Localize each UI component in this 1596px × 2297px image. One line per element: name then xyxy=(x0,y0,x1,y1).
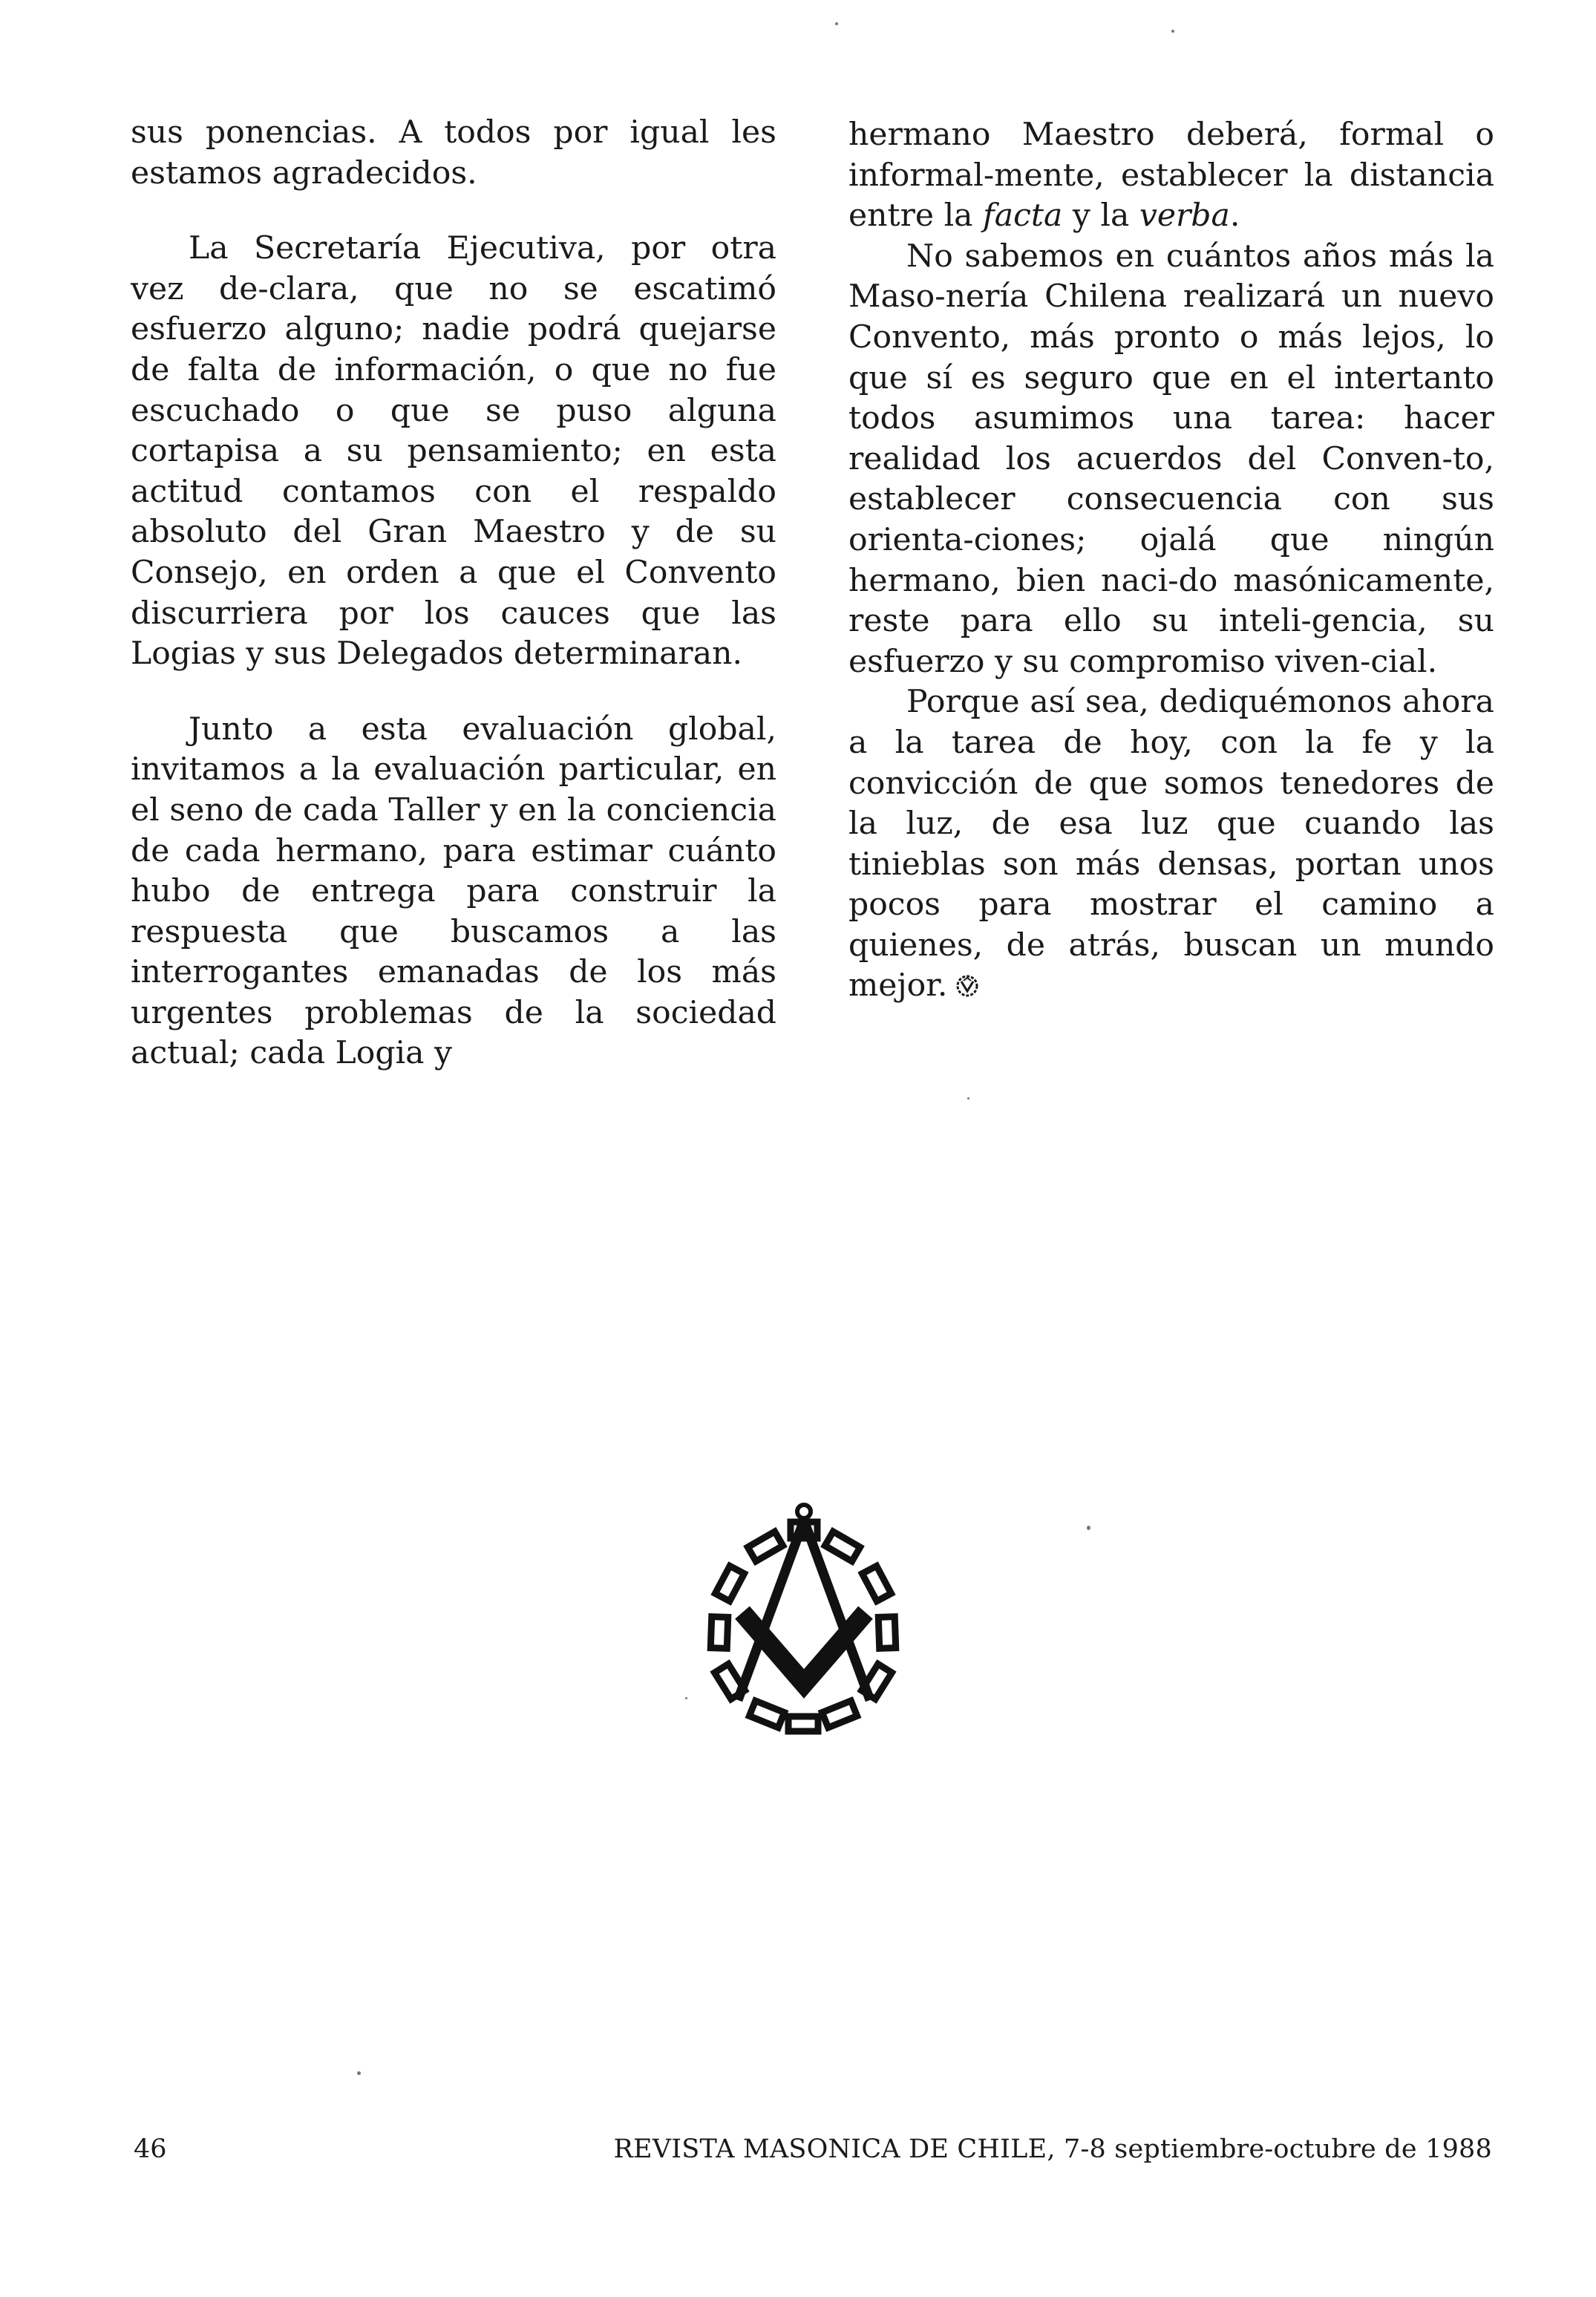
paragraph xyxy=(848,115,1494,237)
scan-speck xyxy=(835,22,838,25)
scan-speck xyxy=(1087,1526,1090,1530)
paragraph: No sabemos en cuántos años más la Maso-nería Chilena realizará un nuevo Convento, más pronto o más lejos, lo que sí es seguro que en el intertanto todos asumimos una tarea: hacer realidad los acuerdos del Conven-to, establecer consecuencia con sus orienta-ciones; ojalá que ningún hermano, bien naci-do masónicamente, reste para ello su inteli-gencia, su esfuerzo y su compromiso viven-cial. xyxy=(848,238,1494,680)
scan-speck xyxy=(685,1697,687,1699)
paragraph: sus ponencias. A todos por igual les estamos agradecidos. xyxy=(131,114,776,192)
publication-title: REVISTA MASONICA DE CHILE, xyxy=(613,2134,1056,2164)
paragraph: Junto a esta evaluación global, invitamos a la evaluación particular, en el seno de cada Taller y en la conciencia de cada hermano, para estimar cuánto hubo de entrega para construir la respuesta que buscamos a las interrogantes emanadas de los más urgentes problemas de la sociedad actual; cada Logia y xyxy=(131,710,776,1072)
scan-speck xyxy=(967,1097,969,1100)
publication-footer xyxy=(613,2134,1492,2164)
text-run: y la xyxy=(1062,197,1139,235)
square-and-compass-chain-emblem-icon xyxy=(692,1501,915,1736)
italic-term-verba: verba xyxy=(1139,197,1230,235)
page-number: 46 xyxy=(134,2134,167,2164)
italic-term-facta: facta xyxy=(983,197,1063,235)
text-run: Porque así sea, dediquémonos ahora a la tarea de hoy, con la fe y la convicción de que somos tenedores de la luz, de esa luz que cuando las tinieblas son más densas, portan unos pocos para mostrar el camino a quienes, de atrás, buscan un mundo mejor. xyxy=(848,684,1494,1004)
text-run: hermano Maestro deberá, formal o informal-mente, establecer la distancia entre la xyxy=(848,117,1494,235)
scan-speck xyxy=(1171,30,1174,33)
paragraph: La Secretaría Ejecutiva, por otra vez de-clara, que no se escatimó esfuerzo alguno; nadie podrá quejarse de falta de información, o que no fue escuchado o que se puso alguna cortapisa a su pensamiento; en esta actitud contamos con el respaldo absoluto del Gran Maestro y de su Consejo, en orden a que el Convento discurriera por los cauces que las Logias y sus Delegados determinaran. xyxy=(131,230,776,673)
masonic-end-mark-icon xyxy=(955,973,980,999)
left-column xyxy=(131,113,776,1074)
right-column xyxy=(848,115,1494,1007)
text-run: . xyxy=(1229,197,1240,235)
paragraph xyxy=(848,682,1494,1007)
scan-speck xyxy=(357,2071,361,2075)
issue-date: 7-8 septiembre-octubre de 1988 xyxy=(1064,2134,1492,2164)
